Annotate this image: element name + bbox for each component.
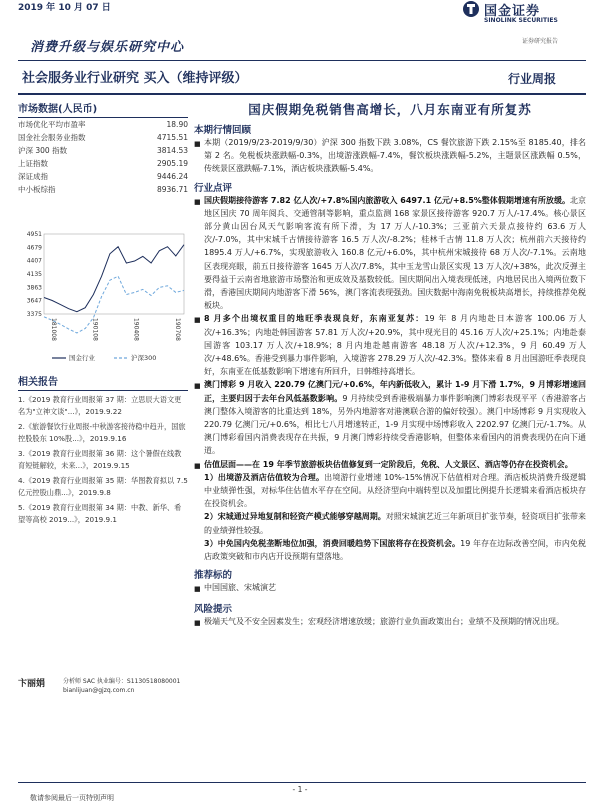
page-number: - 1 -: [292, 785, 308, 794]
related-report-link[interactable]: 1.《2019 教育行业周报第 37 期：立思辰大语文更名为"立神文谈"...》，2019.9.22: [18, 395, 182, 416]
comment-holiday: [194, 194, 586, 313]
y-tick-label: 4951: [26, 231, 42, 238]
bullet-icon: ■: [194, 197, 201, 206]
legend-label: 国金行业: [69, 354, 95, 362]
y-tick-label: 3375: [26, 311, 42, 318]
market-label: 上证指数: [18, 159, 48, 168]
market-row: [18, 183, 188, 196]
market-value: 18.90: [166, 120, 188, 129]
macau-lead: 澳门博彩 9 月收入 220.79 亿澳门元/+0.6%，年内新低收入，累计 1-9 月下滑 1.7%，9 月博彩增速回正，主要归因于去年台风低基数影响。: [204, 380, 586, 403]
logo-english: SINOLINK SECURITIES: [484, 17, 558, 24]
comment-valuation: [194, 458, 586, 564]
bullet-icon: ■: [194, 382, 201, 391]
market-data-panel: [18, 100, 188, 196]
market-label: 中小板综指: [18, 185, 56, 194]
related-report-link[interactable]: 5.《2019 教育行业周报第 34 期：中教、新华、希望等高校 2019...》，2019.9.1: [18, 503, 182, 524]
analyst-license: 分析师 SAC 执业编号：S1130518080001: [63, 678, 181, 685]
bullet-icon: ■: [194, 461, 201, 470]
market-row: [18, 131, 188, 144]
x-tick-label: 190708: [174, 318, 181, 341]
valuation-lead: 估值层面——在 19 年季节旅游板块估值修复到一定阶段后，免税、人文景区、酒店等仍存在投资机会。: [204, 459, 573, 469]
market-label: 市场优化平均市盈率: [18, 120, 86, 129]
bullet-icon: ■: [194, 316, 201, 325]
report-date: 2019 年 10 月 07 日: [18, 3, 111, 13]
risk-heading: 风险提示: [194, 603, 233, 615]
footer-disclaimer: 敬请参阅最后一页特别声明: [30, 794, 114, 802]
outbound-lead: 8 月多个出境权重目的地旺季表现良好，东南亚复苏：: [204, 314, 425, 324]
market-value: 3814.53: [156, 146, 188, 155]
market-value: 8936.71: [156, 185, 188, 194]
index-chart: [18, 228, 188, 368]
logo-chinese: 国金证券: [484, 4, 541, 19]
main-content: [194, 100, 586, 630]
valuation-sub1: 出境游行业增速 10%-15%情况下估值相对合理。酒店板块消费升级逻辑中业绩弹性强，对标华住估值水平存在空间。从经济型向中端转型以及加盟比例提升长逻辑来看酒店板块存在投资机会。: [204, 472, 586, 509]
outbound-text: 19 年 8 月内地赴日本游客 100.06 万人次/+16.3%；内地赴韩国游客 57.81 万人次/+20.9%，其中现光目的 45.16 万人次/+25.1%；内地赴泰国游客 103.17 万人次/+18.9%；8 月内地赴越南游客 48.18 万人次/+12.3%，9 月 60.49 万人次/+48.6%。香港受到暴力事件影响，入境游客 278.29 万人次/-42.3%。整体来看 8 月出国游旺季表现良好，东南亚在低基数影响下增速有所回升，日韩维持高增长。: [204, 314, 586, 377]
review-bullet: [194, 136, 586, 176]
series-line: [44, 276, 184, 333]
market-data-heading: 市场数据(人民币): [18, 100, 188, 118]
market-label: 深证成指: [18, 172, 48, 181]
recommend-bullet: [194, 581, 586, 596]
y-tick-label: 3647: [26, 297, 42, 305]
comment-outbound: [194, 312, 586, 378]
market-row: [18, 157, 188, 170]
report-title: 国庆假期免税销售高增长，八月东南亚有所复苏: [248, 102, 532, 117]
y-tick-label: 4135: [26, 271, 42, 278]
research-center: 消费升级与娱乐研究中心: [30, 40, 185, 55]
recommend-text: 中国国旅、宋城演艺: [204, 583, 276, 593]
market-row: [18, 118, 188, 131]
title-divider: [18, 93, 586, 95]
bullet-icon: ■: [194, 585, 201, 594]
market-data-table: [18, 118, 188, 196]
sinolink-logo: [462, 0, 586, 34]
risk-bullet: [194, 615, 586, 630]
y-tick-label: 4679: [26, 244, 42, 252]
y-tick-label: 4407: [26, 257, 42, 265]
valuation-sub2-lead: 2）宋城通过异地复制和轻资产模式能够穿越周期。: [204, 512, 386, 522]
market-value: 9446.24: [156, 172, 188, 181]
related-report-link[interactable]: 4.《2019 教育行业周报第 35 期：华图教育拟以 7.5 亿元控股山鼎...》，2019.9.8: [18, 476, 188, 497]
related-report-link[interactable]: 2.《旅游餐饮行业周报-中秋游客接待稳中趋升，国旅控股股东 10%股...》，2019.9.16: [18, 422, 186, 443]
market-label: 国金社会服务业指数: [18, 133, 86, 142]
valuation-sub1-lead: 1）出境游及酒店估值较为合理。: [204, 472, 325, 482]
recommend-heading: 推荐标的: [194, 570, 233, 582]
logo-mark-icon: [462, 0, 480, 18]
legend-label: 沪深300: [131, 354, 157, 362]
x-tick-label: 181008: [50, 318, 57, 341]
market-label: 沪深 300 指数: [18, 146, 68, 155]
x-tick-label: 190408: [132, 318, 140, 341]
market-value: 2905.19: [156, 159, 188, 168]
analyst-name: 卞丽娟: [18, 679, 46, 689]
valuation-sub3-lead: 3）中免国内免税垄断地位加强，消费回暖趋势下国旅将存在投资机会。: [204, 538, 461, 548]
holiday-lead: 国庆假期接待游客 7.82 亿人次/+7.8%国内旅游收入 6497.1 亿元/+8.5%整体假期增速有所放缓。: [204, 195, 570, 205]
valuation-sub3: 19 年存在边际改善空间，市内免税店政策突破和市内店开设预期有望落地。: [204, 538, 586, 562]
footer-divider: [18, 782, 586, 783]
comment-heading: 行业点评: [194, 182, 233, 194]
review-heading: 本期行情回顾: [194, 125, 252, 136]
analyst-info: [18, 676, 188, 694]
review-text: 本期（2019/9/23-2019/9/30）沪深 300 指数下跌 3.08%，CS 餐饮旅游下跌 2.15%至 8185.40，排名第 2 名。免税板块涨跌幅-0.3%，出境游涨跌幅-7.4%，餐饮板块涨跌幅-5.2%，主题景区涨跌幅 0.5%，传统景区涨跌幅-7.1%，酒店板块涨跌幅-5.4%。: [204, 138, 586, 174]
bullet-icon: ■: [194, 618, 201, 627]
related-list: [18, 394, 188, 526]
related-report-link[interactable]: 3.《2019 教育行业周报第 36 期：这个暑假在线教育短链解较，未来...》，2019.9.15: [18, 449, 182, 470]
report-type: 行业周报: [508, 72, 557, 86]
industry-title: 社会服务业行业研究 买入（维持评级）: [22, 71, 248, 86]
valuation-sub2: 对照宋城演艺近三年新项目扩张节奏，轻资项目扩张带来的业绩弹性较强。: [204, 512, 586, 535]
market-row: [18, 144, 188, 157]
macau-text: 9 月持续受到香港极端暴力事件影响澳门博彩表现平平（香港游客占澳门整体入境游客的比重达到 18%，另外内地游客对港澳联合游的偏好较强）。澳门中场博彩 9 月实现收入 220.79 亿澳门元/+0.6%，相比七八月增速转正，1-9 月实现中场博彩收入 2202.97 亿澳门元/-1.7%。从澳门博彩看国内消费表现存在共振，9 月澳门博彩持续受香港影响，但整体来看国内的消费表现仍在向下通道。: [204, 393, 586, 456]
x-tick-label: 190108: [91, 318, 99, 341]
analyst-email[interactable]: bianlijuan@gjzq.com.cn: [63, 687, 135, 694]
holiday-text: 北京地区国庆 70 周年阅兵、交通管制等影响，重点监测 168 家景区接待游客 920.7 万人/-17.4%。核心景区部分黄山因台风天气影响客流有所下滑，为 17 万人/-10.3%；三亚前六天景点接待约 63.6 万人次/-7.0%，其中宋城千古情接待游客 16.5 万人次/-8.2%；桂林千古情 11.8 万人次；杭州前六天接待约 1895.4 万人/+6.7%，实现旅游收入 160.8 亿元/+6.0%，其中杭州宋城接待 68 万人次/-7.1%。云南地区表现亮眼，前五日接待游客 1645 万人次/7.8%，其中玉龙雪山景区实现 13 万人次/+38%，此次反弹主要得益于云南省地旅游市场整治和更成效及基数较低。国庆期间出入境表现低迷，内地居民出入境两位数下滑，香港国庆期间内地游客下滑 56%，澳门客流表现强劲。国庆数据中海南免税板块高增长，持续推荐免税板块。: [204, 195, 587, 311]
market-value: 4715.51: [156, 133, 188, 142]
related-reports: [18, 373, 188, 526]
comment-macau: [194, 378, 586, 457]
plot-frame: [44, 234, 184, 314]
report-category: 证券研究报告: [522, 38, 559, 45]
market-row: [18, 170, 188, 183]
y-tick-label: 3863: [26, 284, 42, 292]
bullet-icon: ■: [194, 140, 201, 148]
risk-text: 极端天气及不安全因素发生；宏观经济增速放缓；旅游行业负面政策出台；业绩不及预期的情况出现。: [204, 616, 564, 626]
related-heading: 相关报告: [18, 373, 188, 391]
header-divider: [18, 60, 586, 61]
